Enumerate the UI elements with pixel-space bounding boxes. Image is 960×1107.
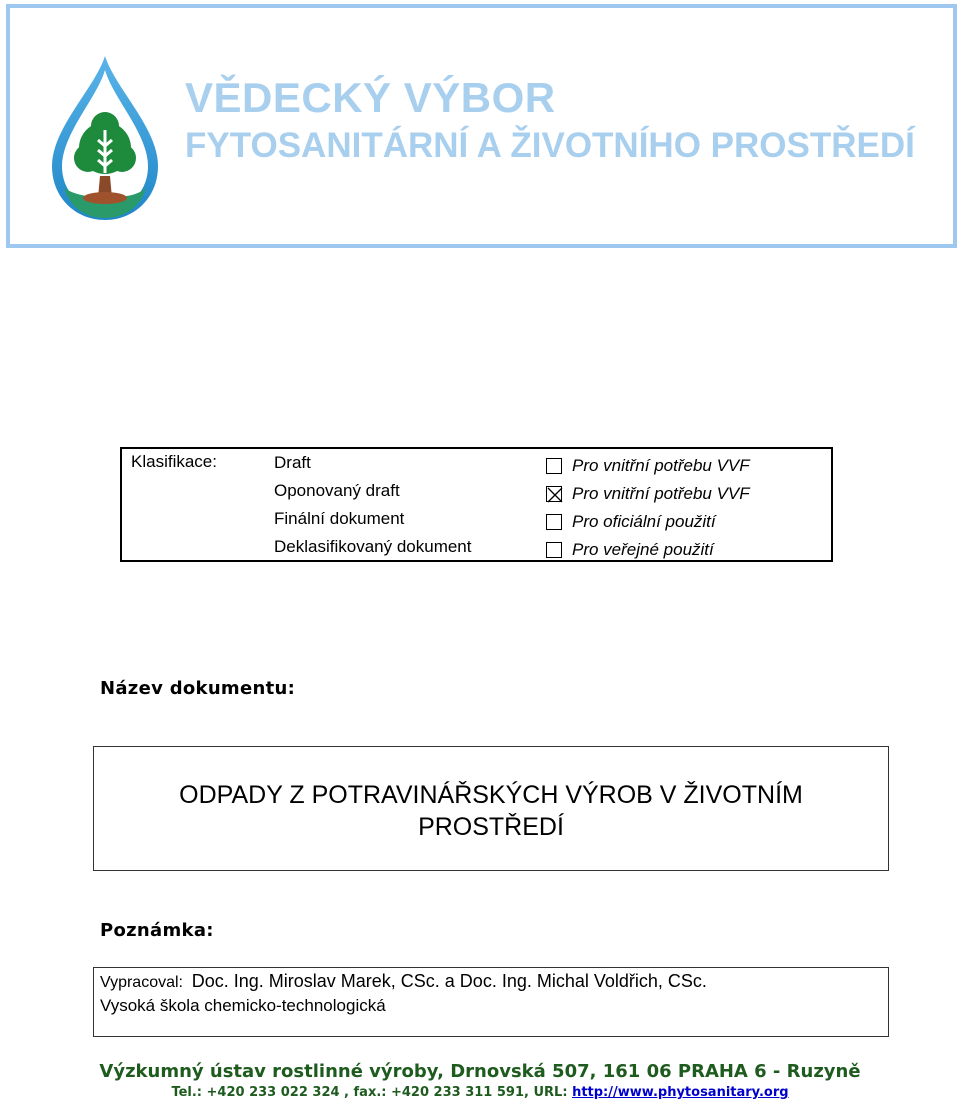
institution: Vysoká škola chemicko-technologická (100, 996, 386, 1015)
option-row (546, 452, 750, 480)
checkbox-empty-icon[interactable] (546, 542, 562, 558)
footer-contact (0, 1085, 960, 1100)
option-label: Pro vnitřní potřebu VVF (572, 484, 750, 503)
document-title: ODPADY Z POTRAVINÁŘSKÝCH VÝROB V ŽIVOTNÍM PROSTŘEDÍ (179, 781, 803, 841)
checkbox-empty-icon[interactable] (546, 514, 562, 530)
checkbox-empty-icon[interactable] (546, 458, 562, 474)
footer-contact-text: Tel.: +420 233 022 324 , fax.: +420 233 311 591, URL: (171, 1085, 573, 1100)
option-row (546, 508, 750, 536)
committee-subtitle: FYTOSANITÁRNÍ A ŽIVOTNÍHO PROSTŘEDÍ (185, 126, 915, 165)
level-reviewed-draft: Oponovaný draft (274, 481, 400, 500)
committee-logo-icon (40, 48, 170, 228)
option-label: Pro veřejné použití (572, 540, 714, 559)
document-title-box (93, 746, 889, 871)
option-label: Pro vnitřní potřebu VVF (572, 456, 750, 475)
classification-table (120, 447, 833, 562)
prepared-by-label: Vypracoval: (100, 974, 183, 991)
level-draft: Draft (274, 453, 311, 472)
level-final-document: Finální dokument (274, 509, 405, 528)
option-label: Pro oficiální použití (572, 512, 716, 531)
usage-options (546, 452, 750, 564)
website-link[interactable]: http://www.phytosanitary.org (572, 1085, 789, 1100)
classification-levels (274, 452, 471, 564)
classification-label: Klasifikace: (131, 452, 217, 471)
committee-title: VĚDECKÝ VÝBOR (185, 74, 556, 121)
document-name-label: Název dokumentu: (100, 678, 296, 699)
level-declassified-document: Deklasifikovaný dokument (274, 537, 472, 556)
note-box (93, 967, 889, 1037)
option-row (546, 536, 750, 564)
authors: Doc. Ing. Miroslav Marek, CSc. a Doc. Ing. Michal Voldřich, CSc. (191, 971, 707, 991)
header-banner (6, 4, 957, 248)
footer-address: Výzkumný ústav rostlinné výroby, Drnovská 507, 161 06 PRAHA 6 - Ruzyně (99, 1061, 861, 1082)
option-row (546, 480, 750, 508)
note-label: Poznámka: (100, 920, 214, 941)
checkbox-checked-icon[interactable] (546, 486, 562, 502)
